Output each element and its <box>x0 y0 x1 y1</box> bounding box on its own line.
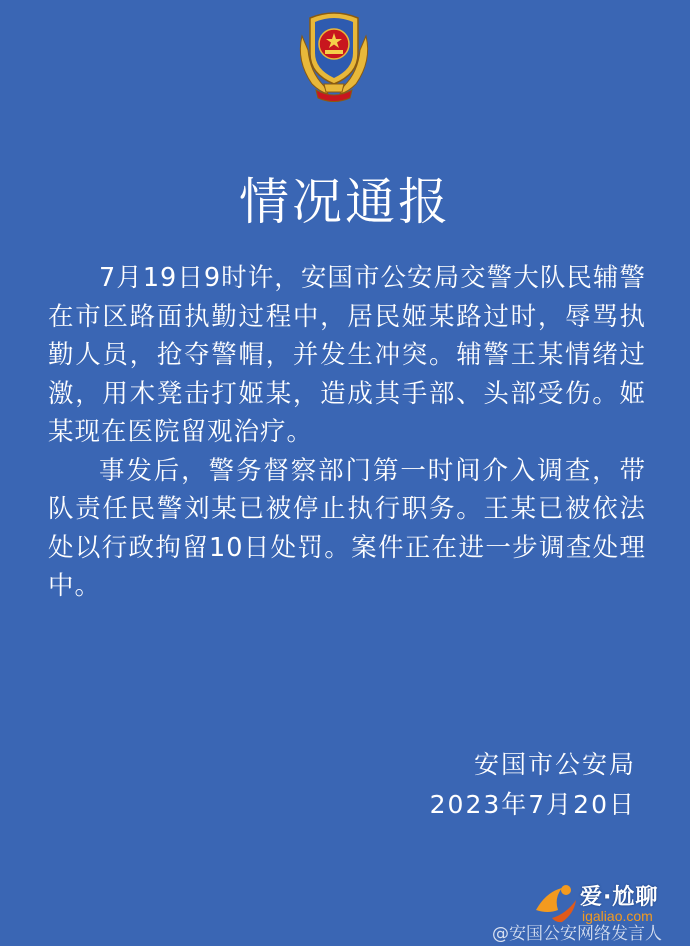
watermark-url: igaliao.com <box>582 908 653 924</box>
signature-date: 2023年7月20日 <box>429 790 636 819</box>
watermark-brand: 爱·尬聊 <box>580 885 659 910</box>
police-emblem-icon <box>294 6 374 106</box>
announcement-body <box>48 259 646 606</box>
paragraph-followup: 事发后，警务督察部门第一时间介入调查，带队责任民警刘某已被停止执行职务。王某已被依法处以行政拘留10日处罚。案件正在进一步调查处理中。 <box>48 455 646 601</box>
weibo-handle: @安国公安网络发言人 <box>492 924 662 944</box>
signature-block <box>430 745 636 825</box>
paragraph-incident: 7月19日9时许，安国市公安局交警大队民辅警在市区路面执勤过程中，居民姬某路过时，辱骂执勤人员，抢夺警帽，并发生冲突。辅警王某情绪过激，用木凳击打姬某，造成其手部、头部受伤。姬某现在医院留观治疗。 <box>48 263 646 447</box>
signature-organization: 安国市公安局 <box>473 750 636 779</box>
page-title: 情况通报 <box>239 172 451 231</box>
